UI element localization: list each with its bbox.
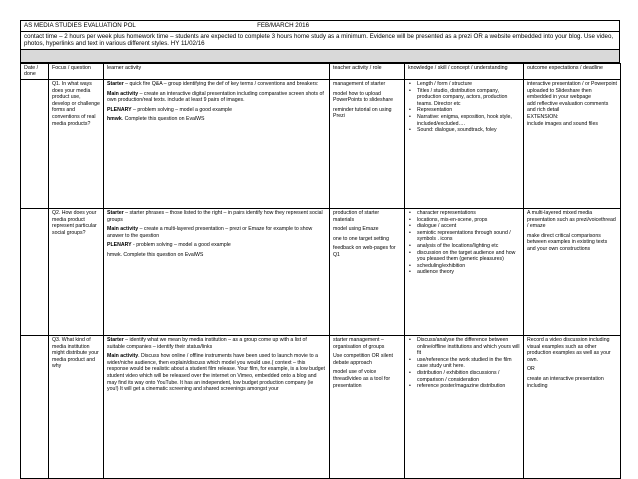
main-label: Main activity: [107, 226, 139, 233]
teacher-item: management of starter: [333, 80, 386, 87]
knowledge-item: • locations, mis-en-scene, props: [417, 217, 520, 224]
outcome-item: A multi-layered mixed media presentation such as prezi/voicethread / emaze: [527, 209, 616, 230]
outcome-item: OR: [527, 366, 535, 373]
hmwk-text: hmwk. Complete this question on EvalWS: [107, 251, 204, 258]
col-teacher: teacher activity / role: [330, 63, 405, 79]
starter-label: Starter: [107, 80, 124, 87]
outcome-cell: [524, 335, 621, 478]
knowledge-item: • Length / form / structure: [417, 81, 520, 88]
outcome-item: add reflective evaluation comments and rich detail: [527, 100, 609, 114]
knowledge-item: • reference poster/magazine distribution: [417, 383, 520, 390]
learner-cell: [104, 335, 330, 478]
plenary-text: - problem solving – model a good example: [131, 242, 231, 249]
knowledge-cell: [405, 335, 524, 478]
table-row: [21, 335, 621, 478]
plenary-text: – problem solving – model a good example: [131, 106, 232, 113]
col-focus: Focus / question: [49, 63, 104, 79]
teacher-item: reminder tutorial on using Prezi: [333, 106, 392, 120]
starter-text: – starter phrases – those listed to the right – in pairs identify how they represent social groups: [107, 209, 323, 223]
knowledge-item: • audience theory: [417, 269, 520, 276]
teacher-item: Use competition OR silent debate approach: [333, 353, 393, 366]
column-header-row: [21, 63, 621, 79]
outcome-item: EXTENSION:: [527, 113, 559, 120]
teacher-cell: [330, 335, 405, 478]
outcome-item: make direct critical comparisons between examples in existing texts and your own constructions: [527, 232, 608, 252]
plenary-label: PLENARY: [107, 106, 132, 113]
outcome-item: include images and sound files: [527, 120, 598, 127]
knowledge-item: • Discuss/analyse the difference between online/offline institutions and which yours will fit: [417, 337, 520, 357]
date-cell: [21, 208, 49, 335]
knowledge-item: • semiotic representations through sound / symbols . icons: [417, 230, 520, 243]
focus-cell: [49, 335, 104, 478]
header-table: [20, 20, 620, 63]
main-text: – create an interactive digital presentation including comparative screen shots of own production/real texts. include at least 9 pairs of images.: [107, 90, 324, 104]
teacher-item: model how to upload PowerPoints to slideshare: [333, 90, 393, 104]
starter-text: – identify what we mean by media institution – as a group come up with a list of suitable companies – identify their status/links: [107, 336, 307, 350]
outcome-cell: [524, 79, 621, 208]
focus-question: Q2. How does your media product represent particular social groups?: [52, 209, 97, 236]
focus-cell: [49, 79, 104, 208]
knowledge-item: • scheduling/exhibition: [417, 263, 520, 270]
document-date: FEB/MARCH 2016: [257, 22, 310, 29]
outcome-item: create an interactive presentation including: [527, 375, 604, 389]
knowledge-item: • distribution / exhibition discussions / comparison / consideration: [417, 370, 520, 383]
main-label: Main activity: [107, 353, 139, 360]
starter-label: Starter: [107, 209, 124, 216]
main-text: . Discuss how online / offline instruments have been used to launch movie to a wider/niche audience, then explain/discuss which model you would use.( context – this response would be realistic about a student film release. Your film, for example, is a low budget student video which will be released over the internet on Vimeo, embedded onto a blog and may find its way onto YouTube. It has an independent, low budget production company (ie you!) It will get a cinematic screening and shared screenings amongst your: [107, 353, 325, 393]
date-cell: [21, 79, 49, 208]
date-cell: [21, 335, 49, 478]
main-text: – create a multi-layered presentation – prezi or Emaze for example to show answer to the question: [107, 226, 313, 239]
knowledge-item: • Narrative: enigma, exposition, hook style, included/excluded….: [417, 114, 520, 127]
focus-cell: [49, 208, 104, 335]
knowledge-item: • discussion on the target audience and how you pleased them (generic pleasures): [417, 250, 520, 263]
plan-table: [20, 63, 621, 479]
col-outcome: outcome expectations / deadline: [524, 63, 621, 79]
main-label: Main activity: [107, 90, 139, 97]
learner-cell: [104, 208, 330, 335]
document-title: AS MEDIA STUDIES EVALUATION POL: [24, 22, 136, 29]
knowledge-item: • use/reference the work studied in the film case study unit here.: [417, 357, 520, 370]
document-page: [20, 20, 620, 479]
learner-cell: [104, 79, 330, 208]
contact-note: contact time – 2 hours per week plus homework time – students are expected to complete 3 hours home study as a minimum. Evidence will be presented as a prezi OR a website embedded into your blog. Use video, photos, hyperlinks and text in various different styles. HY 11/02/16: [21, 31, 620, 49]
outcome-item: interactive presentation / or Powerpoint uploaded to Slideshare then embedded in your webpage: [527, 80, 617, 101]
col-knowledge: knowledge / skill / concept / understanding: [405, 63, 524, 79]
table-row: [21, 79, 621, 208]
teacher-cell: [330, 208, 405, 335]
col-date: Date / done: [21, 63, 49, 79]
teacher-item: model use of voice thread/video as a tool for presentation: [333, 369, 391, 389]
teacher-item: one to one target setting: [333, 235, 389, 242]
knowledge-item: • Sound: dialogue, soundtrack, foley: [417, 127, 520, 134]
knowledge-item: • character representations: [417, 210, 520, 217]
starter-text: – quick fire Q&A – group identifying the def of key terms / conventions and breakers:: [123, 80, 319, 87]
knowledge-cell: [405, 79, 524, 208]
knowledge-cell: [405, 208, 524, 335]
teacher-item: feedback on web-pages for Q1: [333, 245, 396, 258]
knowledge-item: • analysis of the locations/lighting etc: [417, 243, 520, 250]
title-cell: [21, 21, 620, 32]
outcome-item: Record a video discussion including visual examples such as other production examples as well as your own.: [527, 336, 611, 363]
knowledge-item: • Representation: [417, 107, 520, 114]
teacher-item: production of starter materials: [333, 209, 380, 223]
outcome-cell: [524, 208, 621, 335]
focus-question: Q3. What kind of media institution might distribute your media product and why: [52, 336, 99, 370]
starter-label: Starter: [107, 336, 124, 343]
table-row: [21, 208, 621, 335]
focus-question: Q1. In what ways does your media product use, develop or challenge forms and conventions of real media products?: [52, 80, 100, 127]
knowledge-item: • dialogue / accent: [417, 223, 520, 230]
plenary-label: PLENARY: [107, 242, 132, 249]
hmwk-label: hmwk: [107, 116, 122, 123]
hmwk-text: . Complete this question on EvalWS: [121, 116, 205, 123]
shaded-divider: [21, 49, 620, 62]
teacher-item: starter management – organisation of groups: [333, 336, 385, 350]
teacher-cell: [330, 79, 405, 208]
col-learner: learner activity: [104, 63, 330, 79]
teacher-item: model using Emaze: [333, 226, 379, 233]
knowledge-item: • Titles / studio, distribution company, production company, actors, production teams. Director etc: [417, 88, 520, 108]
